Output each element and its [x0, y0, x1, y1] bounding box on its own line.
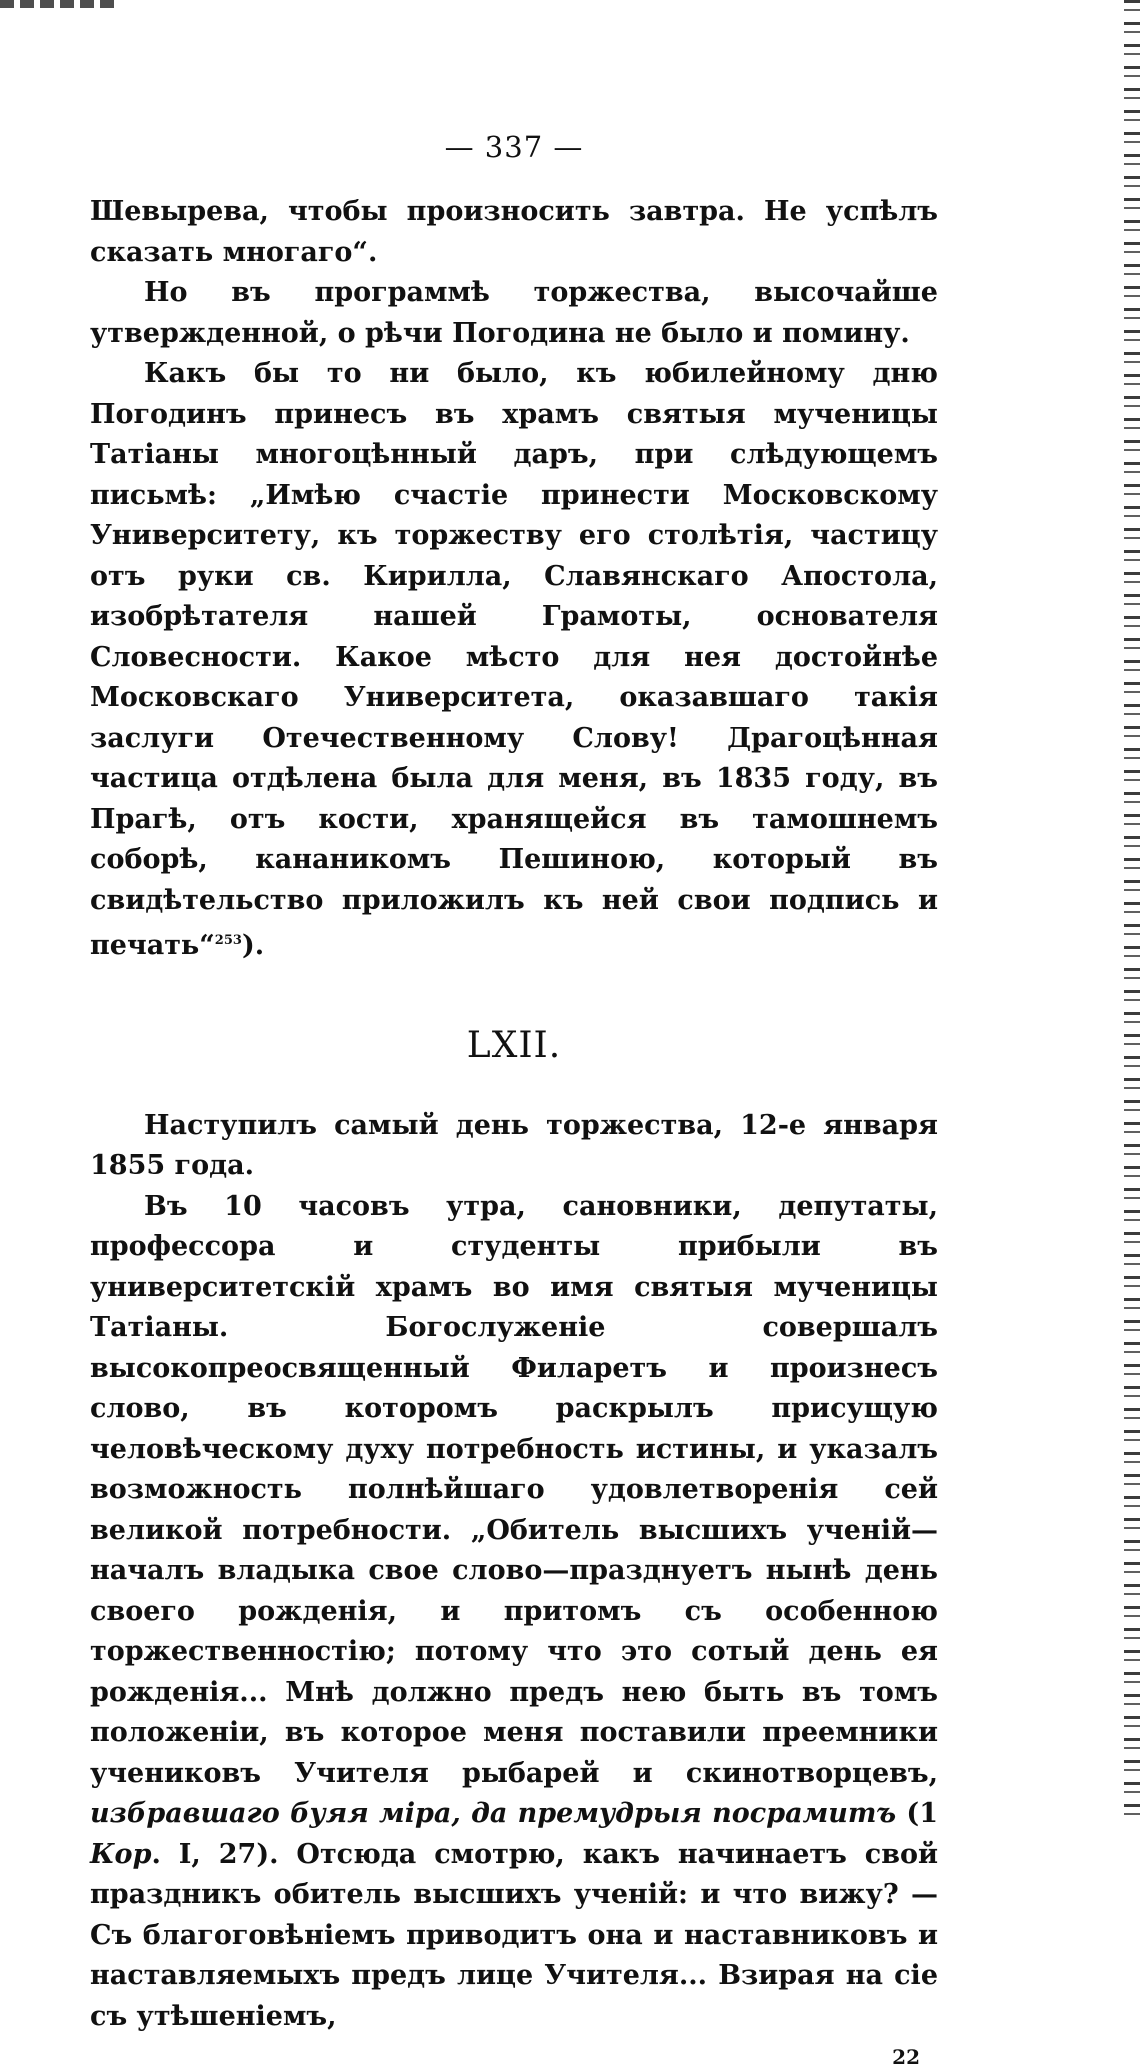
- section-heading: LXII.: [466, 1024, 562, 1066]
- scan-edge-right: [1124, 0, 1140, 1820]
- service-text-3: . I, 27). Отсюда смотрю, какъ начинаетъ свой праздникъ обитель высшихъ ученій: и что вижу? — Съ благоговѣніемъ приводитъ она и наставниковъ и наставляемыхъ предъ лице Учителя... Взирая на сіе съ утѣшеніемъ,: [90, 1838, 938, 2032]
- service-quote-italic: избравшаго буяя міра, да премудрыя посрамитъ: [90, 1798, 897, 1829]
- printer-signature: 22: [892, 2045, 920, 2069]
- paragraph-pogodin-gift-text: Какъ бы то ни было, къ юбилейному дню Погодинъ принесъ въ храмъ святыя мученицы Татіаны многоцѣнный даръ, при слѣдующемъ письмѣ: „Имѣю счастіе принести Московскому Университету, къ торжеству его столѣтія, частицу отъ руки св. Кирилла, Славянскаго Апостола, изобрѣтателя нашей Грамоты, основателя Словесности. Какое мѣсто для нея достойнѣе Московскаго Университета, оказавшаго такія заслуги Отечественному Слову! Драгоцѣнная частица отдѣлена была для меня, въ 1835 году, въ Прагѣ, отъ кости, хранящейся въ тамошнемъ соборѣ, кананикомъ Пешиною, который въ свидѣтельство приложилъ къ ней свои подпись и печать“: [90, 358, 938, 961]
- page-number: — 337 —: [444, 130, 584, 164]
- paragraph-service: [90, 1187, 938, 2038]
- service-ref-italic: Кор: [90, 1838, 152, 1870]
- paragraph-pogodin-gift: [90, 354, 938, 967]
- paragraph-celebration-day: Наступилъ самый день торжества, 12-е января 1855 года.: [90, 1109, 938, 1181]
- paragraph-program: Но въ программѣ торжества, высочайше утвержденной, о рѣчи Погодина не было и помину.: [90, 277, 938, 349]
- service-text-1: Въ 10 часовъ утра, сановники, депутаты, профессора и студенты прибыли въ университетскій храмъ во имя святыя мученицы Татіаны. Богослуженіе совершалъ высокопреосвященный Филаретъ и произнесъ слово, въ которомъ раскрылъ присущую человѣческому духу потребность истины, и указалъ возможность полнѣйшаго удовлетворенія сей великой потребности. „Обитель высшихъ ученій—началъ владыка свое слово—празднуетъ нынѣ день своего рожденія, и притомъ съ особенною торжественностію; потому что это сотый день ея рожденія... Мнѣ должно предъ нею быть въ томъ положеніи, въ которое меня поставили преемники учениковъ Учителя рыбарей и скинотворцевъ,: [90, 1190, 938, 1789]
- service-text-2: (1: [896, 1798, 938, 1829]
- scan-edge-top: [0, 0, 120, 8]
- footnote-marker: 253: [214, 933, 242, 948]
- footnote-close: ).: [241, 930, 265, 961]
- paragraph-shevyrev: Шевырева, чтобы произносить завтра. Не успѣлъ сказать многаго“.: [90, 196, 938, 268]
- book-page: [90, 130, 938, 2069]
